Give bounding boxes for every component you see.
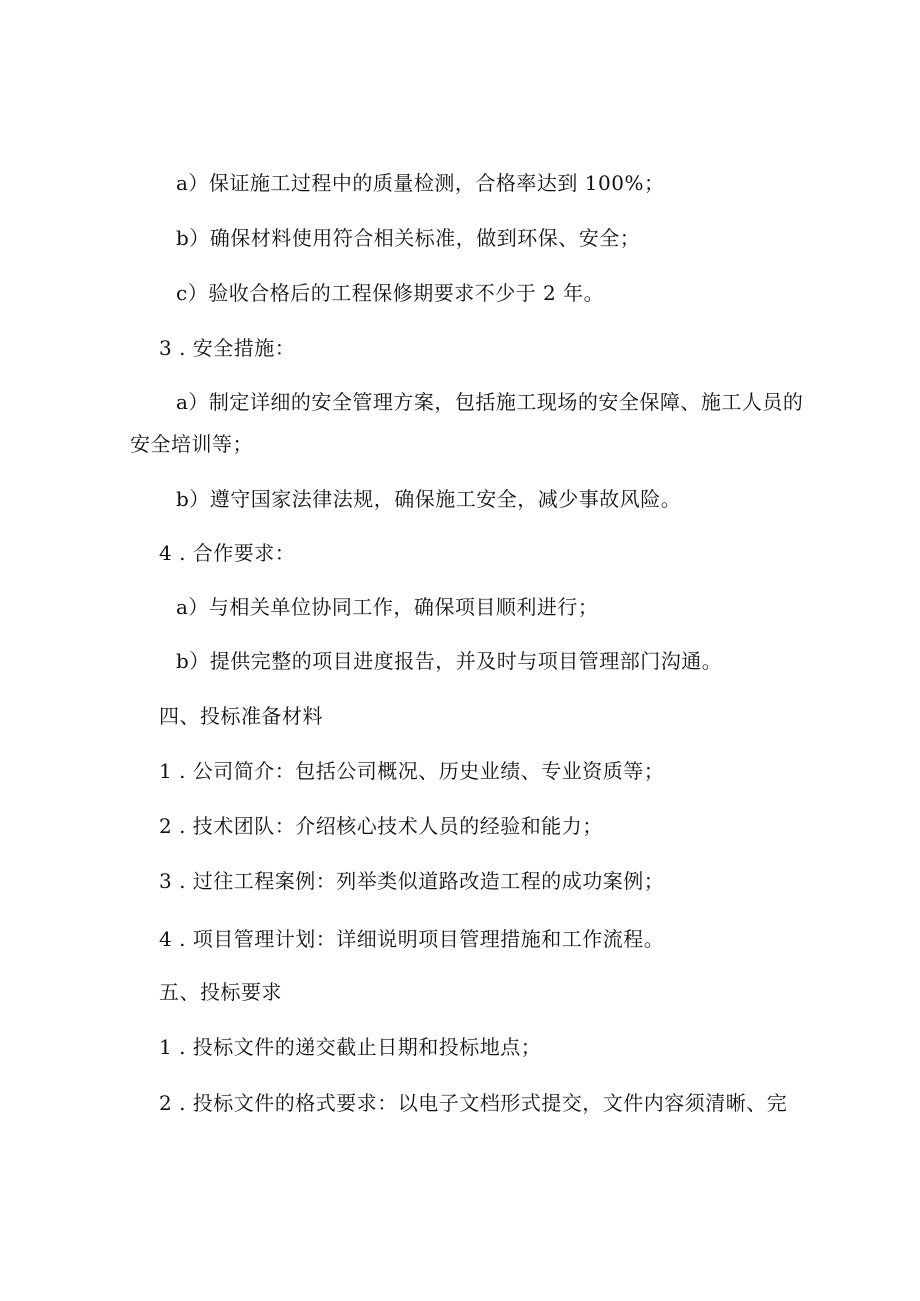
paragraph-quality-c: c）验收合格后的工程保修期要求不少于 2 年。 bbox=[176, 281, 605, 305]
paragraph-quality-b: b）确保材料使用符合相关标准，做到环保、安全； bbox=[176, 226, 641, 250]
paragraph-cooperation-b: b）提供完整的项目进度报告，并及时与项目管理部门沟通。 bbox=[176, 649, 723, 673]
paragraph-bid-req-2: 2 . 投标文件的格式要求：以电子文档形式提交，文件内容须清晰、完 bbox=[159, 1091, 788, 1115]
paragraph-materials-2: 2 . 技术团队：介绍核心技术人员的经验和能力； bbox=[159, 814, 603, 838]
paragraph-safety-a: a）制定详细的安全管理方案，包括施工现场的安全保障、施工人员的 bbox=[176, 390, 804, 414]
paragraph-safety-b: b）遵守国家法律法规，确保施工安全，减少事故风险。 bbox=[176, 487, 682, 511]
paragraph-materials-3: 3 . 过往工程案例：列举类似道路改造工程的成功案例； bbox=[159, 869, 665, 893]
part-heading-bid-requirements: 五、投标要求 bbox=[159, 980, 282, 1004]
paragraph-cooperation-a: a）与相关单位协同工作，确保项目顺利进行； bbox=[176, 595, 599, 619]
paragraph-materials-4: 4 . 项目管理计划：详细说明项目管理措施和工作流程。 bbox=[159, 927, 665, 951]
paragraph-quality-a: a）保证施工过程中的质量检测，合格率达到 100%； bbox=[176, 171, 665, 195]
part-heading-bid-materials: 四、投标准备材料 bbox=[159, 704, 323, 728]
paragraph-materials-1: 1 . 公司简介：包括公司概况、历史业绩、专业资质等； bbox=[159, 759, 665, 783]
section-heading-safety: 3 . 安全措施： bbox=[159, 336, 296, 360]
section-heading-cooperation: 4 . 合作要求： bbox=[159, 541, 296, 565]
paragraph-bid-req-1: 1 . 投标文件的递交截止日期和投标地点； bbox=[159, 1035, 542, 1059]
paragraph-safety-a-continued: 安全培训等； bbox=[130, 432, 253, 456]
